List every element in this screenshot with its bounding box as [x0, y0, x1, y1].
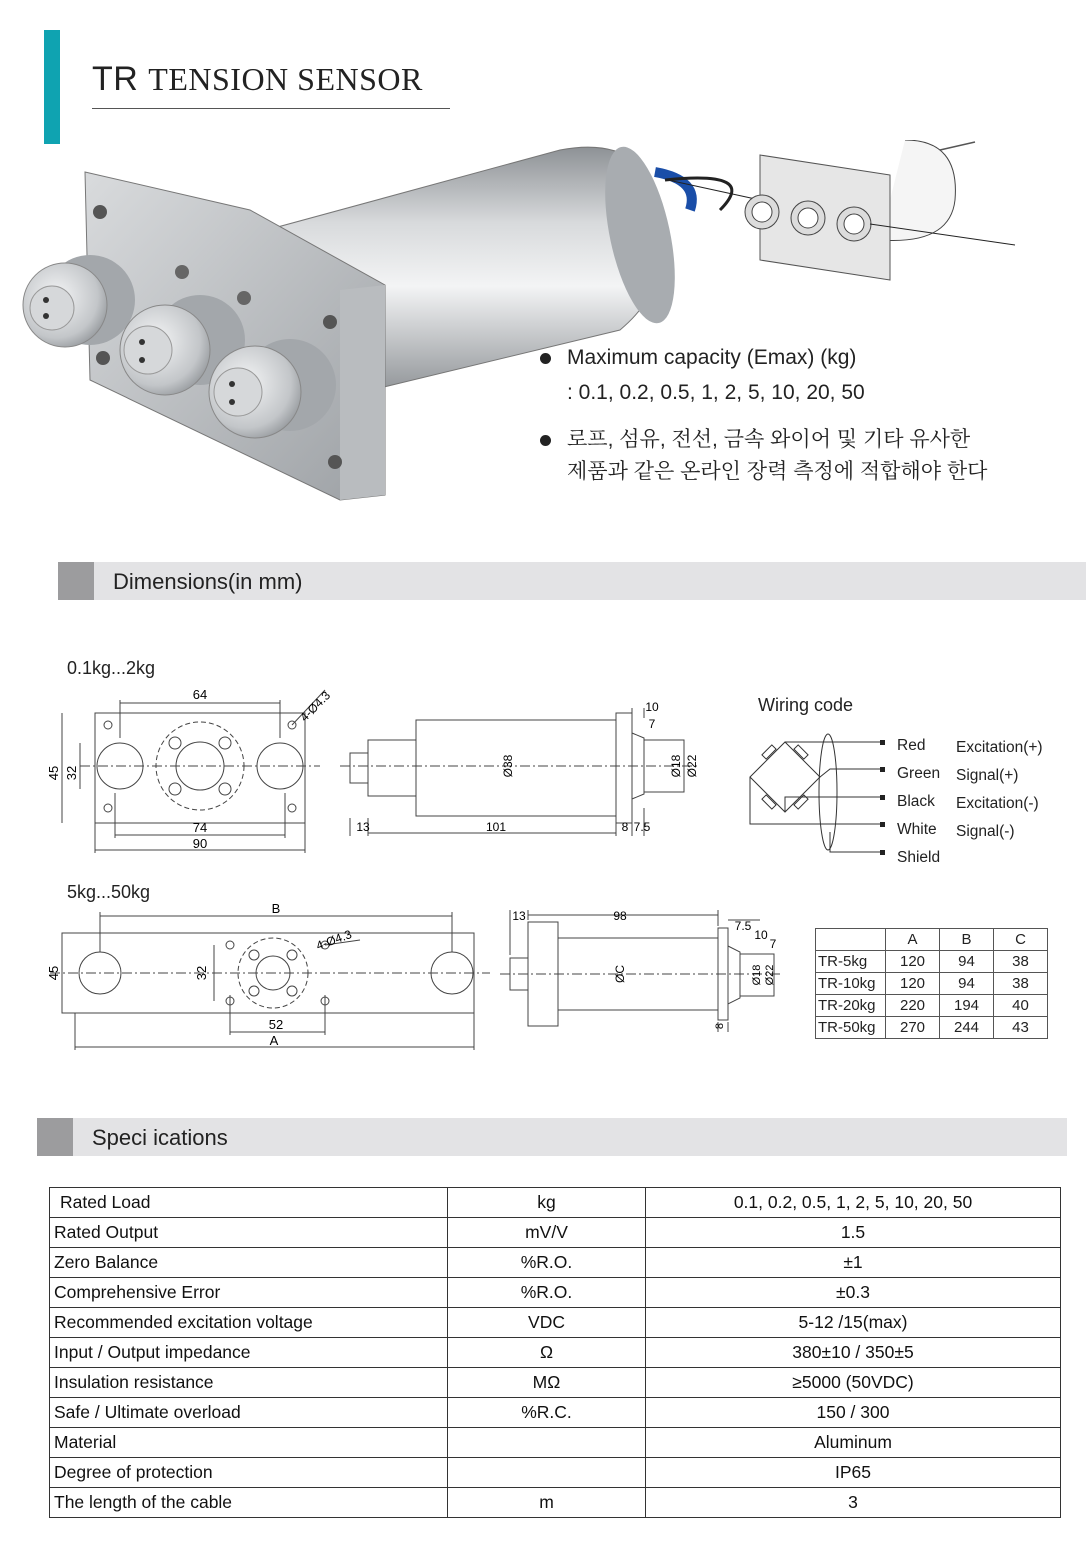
section-tab: [37, 1118, 73, 1156]
dim-32: 32: [64, 765, 79, 781]
table-row: Comprehensive Error %R.O. ±0.3: [50, 1278, 1061, 1308]
table-row: Safe / Ultimate overload %R.C. 150 / 300: [50, 1398, 1061, 1428]
dim-B: B: [271, 901, 281, 916]
dim-7-5: 7.5: [734, 919, 752, 933]
wire-color: Red: [897, 737, 926, 754]
feature-capacity-values: : 0.1, 0.2, 0.5, 1, 2, 5, 10, 20, 50: [567, 381, 865, 404]
dim-13: 13: [512, 909, 526, 923]
section-tab: [58, 562, 94, 600]
size-table: [815, 928, 1048, 1039]
dim-8: 8: [621, 820, 629, 834]
table-row: TR-5kg 120 94 38: [816, 951, 1048, 973]
specifications-table: [49, 1187, 1061, 1518]
feature-application-line2: 제품과 같은 온라인 장력 측정에 적합해야 한다: [567, 460, 988, 483]
dim-13: 13: [356, 820, 370, 834]
accent-bar: [44, 30, 60, 144]
wire-color-list: [897, 732, 940, 872]
dim-d38: Ø38: [501, 754, 515, 778]
table-row: Material Aluminum: [50, 1428, 1061, 1458]
table-row: Rated Output mV/V 1.5: [50, 1218, 1061, 1248]
dim-98: 98: [613, 909, 627, 923]
dim-10: 10: [754, 928, 768, 942]
table-row: Recommended excitation voltage VDC 5-12 /15(max): [50, 1308, 1061, 1338]
dimensions-title: Dimensions(in mm): [113, 569, 303, 594]
bullet-icon: [540, 435, 551, 446]
table-row: Insulation resistance MΩ ≥5000 (50VDC): [50, 1368, 1061, 1398]
dim-32: 32: [194, 965, 209, 981]
size-table-header: A B C: [816, 929, 1048, 951]
dim-d22: Ø22: [764, 964, 776, 986]
wire-color: Black: [897, 793, 935, 810]
feature-application: 로프, 섬유, 전선, 금속 와이어 및 기타 유사한: [540, 423, 970, 453]
wire-color: Green: [897, 765, 941, 782]
wire-color: White: [897, 821, 937, 838]
wire-function: Signal(-): [956, 823, 1015, 840]
dim-8: 8: [714, 1022, 726, 1030]
small-model-drawing: [40, 678, 730, 858]
dim-64: 64: [192, 687, 208, 702]
wire-color: Shield: [897, 849, 941, 866]
dim-7: 7: [769, 937, 777, 951]
large-model-drawing: [40, 900, 780, 1060]
bullet-icon: [540, 353, 551, 364]
small-range-caption: 0.1kg...2kg: [67, 658, 156, 678]
wire-function: Excitation(-): [956, 795, 1039, 812]
dim-A: A: [269, 1033, 279, 1048]
wire-function-list: [956, 734, 1043, 846]
table-row: TR-20kg 220 194 40: [816, 995, 1048, 1017]
dim-10: 10: [645, 700, 659, 714]
product-subtitle: TENSION SENSOR: [148, 61, 423, 97]
wiring-title: Wiring code: [758, 695, 854, 715]
wire-function: Signal(+): [956, 767, 1019, 784]
dim-90: 90: [192, 836, 208, 851]
page-title: [92, 60, 423, 99]
table-row: The length of the cable m 3: [50, 1488, 1061, 1518]
dim-d18: Ø18: [751, 964, 763, 986]
dim-d18: Ø18: [669, 754, 683, 778]
dim-101: 101: [485, 820, 507, 834]
table-row: TR-50kg 270 244 43: [816, 1017, 1048, 1039]
dimensions-section-header: [58, 562, 1086, 600]
table-row: Degree of protection IP65: [50, 1458, 1061, 1488]
table-row: Rated Load kg 0.1, 0.2, 0.5, 1, 2, 5, 10, 20, 50: [50, 1188, 1061, 1218]
dim-holes: 4-Ø4.3: [297, 688, 334, 725]
dim-7: 7: [648, 717, 656, 731]
specifications-title: Speci ications: [92, 1125, 228, 1150]
dim-C: ØC: [613, 965, 627, 983]
dim-7-5: 7.5: [633, 820, 651, 834]
table-row: TR-10kg 120 94 38: [816, 973, 1048, 995]
dim-holes: 4-Ø4.3: [314, 927, 354, 953]
specifications-section-header: [37, 1118, 1067, 1156]
dim-45: 45: [46, 965, 61, 981]
title-underline: [92, 108, 450, 109]
table-row: Zero Balance %R.O. ±1: [50, 1248, 1061, 1278]
large-range-caption: 5kg...50kg: [67, 882, 151, 902]
dim-74: 74: [192, 820, 208, 835]
wiring-diagram: [740, 722, 900, 864]
feature-capacity: Maximum capacity (Emax) (kg): [540, 346, 856, 370]
dim-d22: Ø22: [685, 754, 699, 778]
dim-45: 45: [46, 765, 61, 781]
model-name: TR: [92, 60, 139, 98]
wire-function: Excitation(+): [956, 739, 1043, 756]
dim-52: 52: [268, 1017, 284, 1032]
table-row: Input / Output impedance Ω 380±10 / 350±5: [50, 1338, 1061, 1368]
